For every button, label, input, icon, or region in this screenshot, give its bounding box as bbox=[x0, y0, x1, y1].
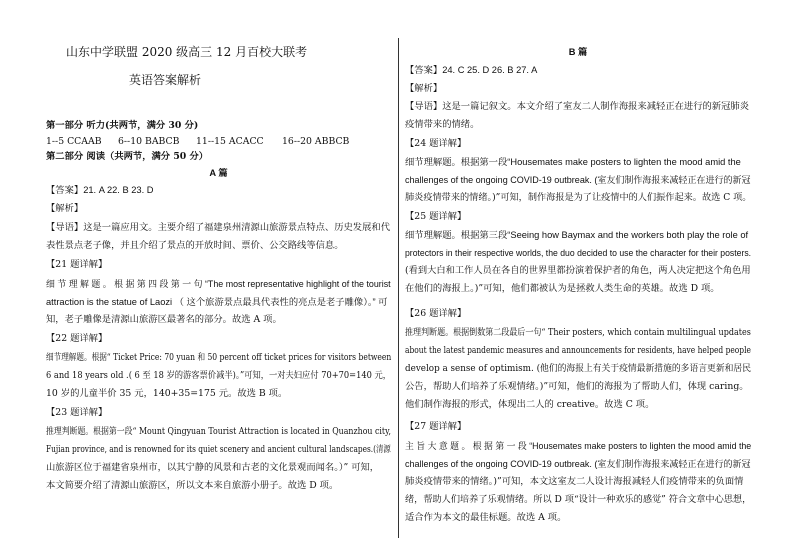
part1-heading: 第一部分 听力(共两节，满分 30 分) bbox=[46, 120, 199, 131]
section-b-analysis-label: 【解析】 bbox=[405, 83, 443, 94]
q26-label: 【26 题详解】 bbox=[405, 308, 467, 319]
q26-line-2: about the latest pandemic measures and announcements for residents, have helped people bbox=[405, 345, 751, 356]
q21-line-2: attraction is the statue of Laozi （ 这个旅游景点最具代表性的亮点是老子雕像）。” 可 bbox=[46, 297, 388, 307]
section-a-analysis-label: 【解析】 bbox=[46, 203, 84, 214]
q27-line-1: 主 旨 大 意 题 。 根 据 第 一 段 “Housemates make posters to lighten the mood amid the bbox=[405, 441, 752, 451]
q23-line-3: 山旅游区位于福建省泉州市，以其宁静的风景和古老的文化景观而闻名。）” 可知， bbox=[46, 462, 380, 473]
q22-line-3: 10 岁的儿童半价 35 元，140+35=175 元。故选 B 项。 bbox=[46, 388, 288, 399]
q27-line-3: 肺炎疫情带来的情绪。)”可知，本文这室友二人设计海报减轻人们疫情带来的负面情 bbox=[405, 476, 744, 487]
q26-line-3: develop a sense of optimism. (他们的海报上有关于疫情最新措施的多语言更新和居民 bbox=[405, 363, 751, 374]
part1-answers-3: 11--15 ACACC bbox=[196, 136, 264, 147]
q26-line-4: 公告，帮助人们培养了乐观情绪。)”可知，他们的海报为了帮助人们，体现 caring。 bbox=[405, 381, 749, 392]
q26-line-5: 他们制作海报的形式，体现出二人的 creative。故选 C 项。 bbox=[405, 399, 655, 410]
q24-label: 【24 题详解】 bbox=[405, 138, 467, 149]
q24-line-2: challenges of the ongoing COVID-19 outbreak. (室友们制作海报来减轻正在进行的新冠 bbox=[405, 175, 751, 185]
exam-subtitle: 英语答案解析 bbox=[129, 73, 202, 87]
part1-answers-4: 16--20 ABBCB bbox=[282, 136, 350, 147]
q23-line-2: Fujian province, and is renowned for its quiet scenery and ancient cultural landscapes.(清源 bbox=[46, 444, 391, 455]
part1-answers-2: 6--10 BABCB bbox=[118, 136, 180, 147]
section-a-intro-1: 【导语】这是一篇应用文。主要介绍了福建泉州清源山旅游景点特点、历史发展和代 bbox=[46, 222, 390, 233]
part1-answers-1: 1--5 CCAAB bbox=[46, 136, 102, 147]
q27-line-4: 绪，帮助人们培养了乐观情绪。所以 D 项“设计一种欢乐的感觉” 符合文章中心思想， bbox=[405, 494, 752, 505]
section-b-title: B 篇 bbox=[568, 47, 588, 57]
q24-line-3: 肺炎疫情带来的情绪。)”可知，制作海报是为了让疫情中的人们振作起来。故选 C 项。 bbox=[405, 192, 752, 203]
q22-label: 【22 题详解】 bbox=[46, 333, 108, 344]
section-a-answers: 【答案】21. A 22. B 23. D bbox=[46, 185, 154, 195]
q27-line-5: 适合作为本文的最佳标题。故选 A 项。 bbox=[405, 512, 567, 523]
section-b-intro-1: 【导语】这是一篇记叙文。本文介绍了室友二人制作海报来减轻正在进行的新冠肺炎 bbox=[405, 101, 749, 112]
q22-line-1: 细节理解题。根据“ Ticket Price: 70 yuan 和 50 percent off ticket prices for visitors between bbox=[46, 352, 392, 363]
q25-line-2: protectors in their respective worlds, the duo decided to use the character for their posters. bbox=[405, 248, 752, 258]
q25-label: 【25 题详解】 bbox=[405, 211, 467, 222]
exam-title: 山东中学联盟 2020 级高三 12 月百校大联考 bbox=[66, 45, 308, 59]
q23-label: 【23 题详解】 bbox=[46, 407, 108, 418]
part2-heading: 第二部分 阅读（共两节，满分 50 分） bbox=[46, 151, 209, 162]
section-a-title: A 篇 bbox=[209, 168, 228, 178]
q26-line-1: 推理判断题。根据倒数第二段最后一句“ Their posters, which contain multilingual updates bbox=[405, 327, 751, 338]
q23-line-1: 推理判断题。根据第一段“ Mount Qingyuan Tourist Attraction is located in Quanzhou city, bbox=[46, 426, 391, 437]
q21-line-3: 知，老子雕像是清源山旅游区最著名的部分。故选 A 项。 bbox=[46, 314, 282, 325]
q25-line-1: 细节理解题。根据第三段“Seeing how Baymax and the workers both play the role of bbox=[405, 230, 749, 240]
q21-line-1: 细 节 理 解 题 。 根 据 第 四 段 第 一 句 “The most representative highlight of the tourist bbox=[46, 279, 391, 289]
column-divider bbox=[398, 38, 399, 538]
section-a-intro-2: 表性景点老子像，并且介绍了景点的开放时间、票价、公交路线等信息。 bbox=[46, 240, 344, 251]
q23-line-4: 本文简要介绍了清源山旅游区，所以文本来自旅游小册子。故选 D 项。 bbox=[46, 480, 339, 491]
q25-line-3: (看到大白和工作人员在各自的世界里都扮演着保护者的角色，两人决定把这个角色用 bbox=[405, 265, 751, 276]
q24-line-1: 细节理解题。根据第一段“Housemates make posters to lighten the mood amid the bbox=[405, 157, 741, 167]
q22-line-2: 6 and 18 years old .( 6 至 18 岁的游客票价减半)。”可知，一对夫妇应付 70+70=140 元， bbox=[46, 370, 392, 381]
section-b-answers: 【答案】24. C 25. D 26. B 27. A bbox=[405, 65, 538, 75]
q21-label: 【21 题详解】 bbox=[46, 259, 108, 270]
q27-line-2: challenges of the ongoing COVID-19 outbreak. (室友们制作海报来减轻正在进行的新冠 bbox=[405, 459, 751, 469]
q27-label: 【27 题详解】 bbox=[405, 421, 467, 432]
section-b-intro-2: 疫情带来的情绪。 bbox=[405, 119, 480, 130]
q25-line-4: 在他们的海报上。)”可知，他们都被认为是拯救人类生命的英雄。故选 D 项。 bbox=[405, 283, 720, 294]
